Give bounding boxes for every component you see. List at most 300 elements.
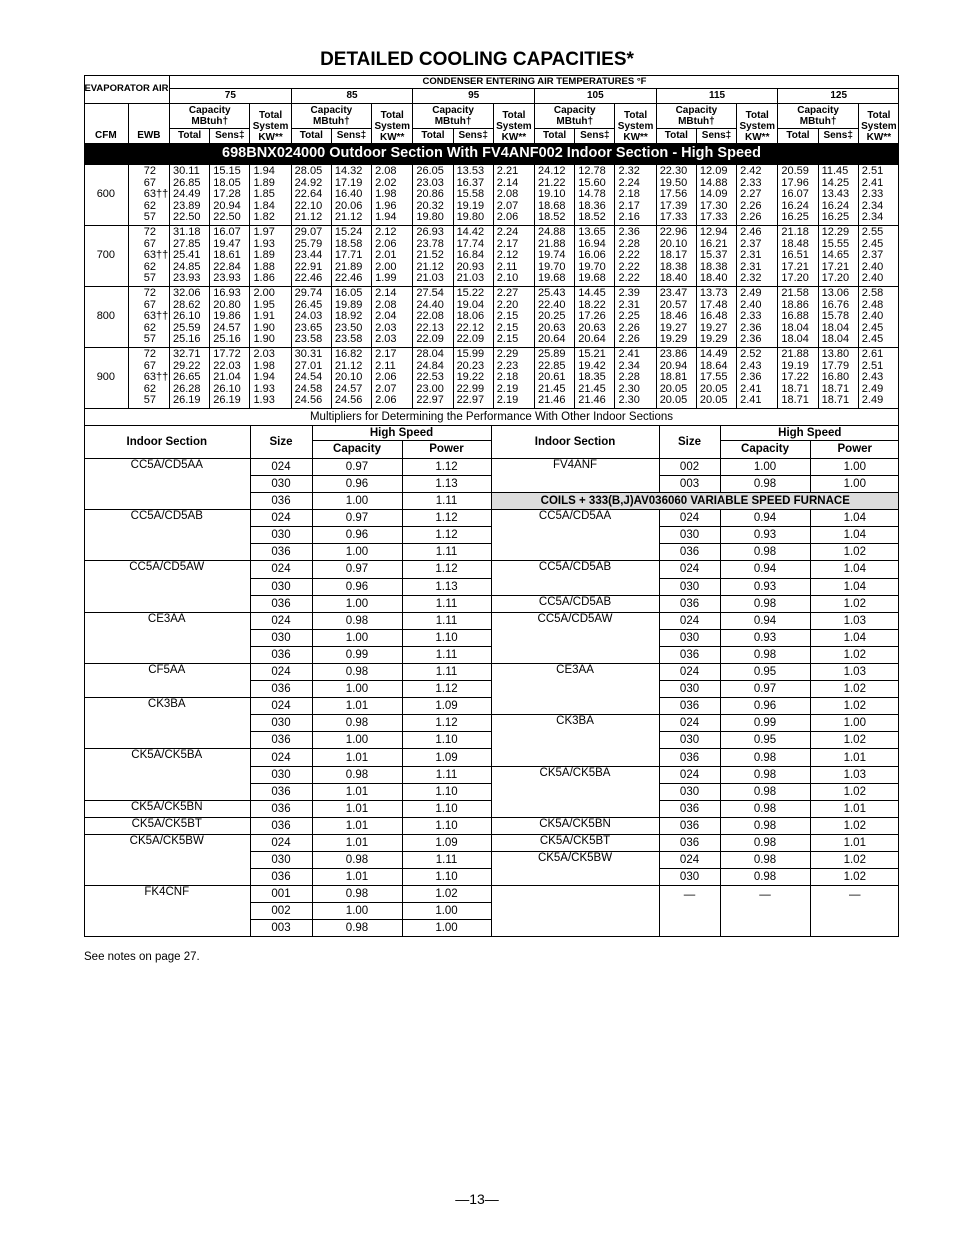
size-cell: 024 xyxy=(250,561,312,578)
value-cell: 12.29 15.55 14.65 17.21 17.20 xyxy=(818,225,858,286)
power-cell: 1.03 xyxy=(810,664,899,681)
capacity-cell: 1.01 xyxy=(312,749,402,766)
capacity-cell: 0.98 xyxy=(720,834,810,851)
value-cell: 2.03 1.98 1.94 1.93 1.93 xyxy=(250,347,291,408)
capacity-cell: 1.01 xyxy=(312,869,402,886)
table-row xyxy=(84,561,899,578)
size-cell xyxy=(659,903,720,920)
indoor-section-cell: CK5A/CK5BA xyxy=(84,749,250,800)
capacity-header: Capacity xyxy=(312,440,402,458)
size-cell: 036 xyxy=(250,732,312,749)
cfm-cell: 600 xyxy=(84,165,128,226)
kw-label: KW** xyxy=(380,132,405,143)
value-cell: 29.74 26.45 24.03 23.65 23.58 xyxy=(291,286,331,347)
capacity-cell: 0.98 xyxy=(720,749,810,766)
power-cell: 1.12 xyxy=(402,510,491,527)
value-cell: 2.27 2.20 2.15 2.15 2.15 xyxy=(493,286,534,347)
indoor-section-cell: CK5A/CK5BT xyxy=(84,817,250,834)
value-cell: 2.29 2.23 2.18 2.19 2.19 xyxy=(493,347,534,408)
value-cell: 21.58 18.86 16.88 18.04 18.04 xyxy=(778,286,818,347)
size-cell: 036 xyxy=(250,544,312,561)
power-cell: 1.10 xyxy=(402,732,491,749)
kw-label: KW** xyxy=(623,132,648,143)
value-cell: 20.59 17.96 16.07 16.24 16.25 xyxy=(778,165,818,226)
capacity-cell: 0.98 xyxy=(720,800,810,817)
power-cell: 1.10 xyxy=(402,869,491,886)
power-cell: 1.01 xyxy=(810,834,899,851)
sens-header: Sens‡ xyxy=(818,129,858,144)
value-cell: 13.73 17.48 16.48 19.27 19.29 xyxy=(696,286,736,347)
sens-header: Sens‡ xyxy=(696,129,736,144)
size-cell: 036 xyxy=(659,800,720,817)
size-cell: — xyxy=(659,886,720,903)
table-row xyxy=(84,286,899,347)
capacity-cell: 0.94 xyxy=(720,561,810,578)
temp-header: 95 xyxy=(413,89,535,104)
capacity-cell: 1.01 xyxy=(312,698,402,715)
value-cell: 1.94 1.89 1.85 1.84 1.82 xyxy=(250,165,291,226)
value-cell: 15.15 18.05 17.28 20.94 22.50 xyxy=(210,165,250,226)
power-cell: 1.13 xyxy=(402,475,491,492)
size-cell: 024 xyxy=(659,561,720,578)
power-cell: 1.02 xyxy=(810,681,899,698)
indoor-section-cell: CC5A/CD5AA xyxy=(84,458,250,509)
power-cell: 1.02 xyxy=(810,544,899,561)
value-cell: 2.32 2.24 2.18 2.17 2.16 xyxy=(615,165,656,226)
power-cell: 1.02 xyxy=(810,817,899,834)
capacity-cell xyxy=(720,920,810,937)
value-cell: 30.31 27.01 24.54 24.58 24.56 xyxy=(291,347,331,408)
value-cell: 2.00 1.95 1.91 1.90 1.90 xyxy=(250,286,291,347)
size-cell: 036 xyxy=(659,646,720,663)
value-cell: 23.86 20.94 18.81 20.05 20.05 xyxy=(656,347,696,408)
capacity-cell: 1.00 xyxy=(312,681,402,698)
power-cell: 1.04 xyxy=(810,561,899,578)
power-cell: 1.11 xyxy=(402,493,491,510)
power-cell: 1.02 xyxy=(810,869,899,886)
value-cell: 2.41 2.34 2.28 2.30 2.30 xyxy=(615,347,656,408)
value-cell: 16.07 19.47 18.61 22.84 23.93 xyxy=(210,225,250,286)
capacity-cell xyxy=(720,903,810,920)
capacity-cell: 0.98 xyxy=(720,783,810,800)
capacity-cell: 0.93 xyxy=(720,527,810,544)
indoor-section-cell: CC5A/CD5AW xyxy=(84,561,250,612)
power-cell xyxy=(810,920,899,937)
size-cell: 024 xyxy=(250,698,312,715)
power-cell: 1.00 xyxy=(810,715,899,732)
capacity-header: Capacity MBtuh† xyxy=(170,104,250,129)
capacity-cell: 0.98 xyxy=(312,664,402,681)
size-cell: 024 xyxy=(250,834,312,851)
capacity-cell: 0.98 xyxy=(312,886,402,903)
size-cell: 030 xyxy=(659,527,720,544)
value-cell: 2.55 2.45 2.37 2.40 2.40 xyxy=(858,225,899,286)
size-cell: 030 xyxy=(250,475,312,492)
kw-label: KW** xyxy=(745,132,770,143)
size-cell: 030 xyxy=(250,527,312,544)
value-cell: 21.88 19.19 17.22 18.71 18.71 xyxy=(778,347,818,408)
value-cell: 32.71 29.22 26.65 26.28 26.19 xyxy=(170,347,210,408)
table-row xyxy=(84,225,899,286)
model-band: 698BNX024000 Outdoor Section With FV4ANF002 Indoor Section - High Speed xyxy=(84,143,899,165)
size-cell: 030 xyxy=(659,629,720,646)
power-cell: 1.13 xyxy=(402,578,491,595)
value-cell: 13.53 16.37 15.58 19.19 19.80 xyxy=(453,165,493,226)
power-cell: 1.00 xyxy=(402,920,491,937)
capacity-cell: 0.98 xyxy=(312,612,402,629)
table-row xyxy=(84,664,899,681)
value-cell: 14.45 18.22 17.26 20.63 20.64 xyxy=(575,286,615,347)
indoor-section-cell: CK5A/CK5BT xyxy=(491,834,659,851)
size-cell: 024 xyxy=(250,458,312,475)
capacity-cell: 1.01 xyxy=(312,800,402,817)
capacity-cell: 0.96 xyxy=(312,578,402,595)
indoor-section-header: Indoor Section xyxy=(84,425,250,458)
size-cell: 030 xyxy=(659,681,720,698)
indoor-section-cell: CK3BA xyxy=(491,715,659,766)
value-cell: 31.18 27.85 25.41 24.85 23.93 xyxy=(170,225,210,286)
value-cell: 25.43 22.40 20.25 20.63 20.64 xyxy=(535,286,575,347)
high-speed-header: High Speed xyxy=(720,425,899,440)
table-row xyxy=(84,834,899,851)
ewb-cell: 72 67 63†† 62 57 xyxy=(128,225,169,286)
capacity-header: Capacity MBtuh† xyxy=(413,104,493,129)
power-cell: 1.09 xyxy=(402,698,491,715)
multiplier-table xyxy=(84,425,899,937)
temp-header: 125 xyxy=(778,89,899,104)
capacity-cell: 1.01 xyxy=(312,783,402,800)
sens-header: Sens‡ xyxy=(331,129,371,144)
capacity-header: Capacity MBtuh† xyxy=(535,104,615,129)
value-cell: 30.11 26.85 24.49 23.89 22.50 xyxy=(170,165,210,226)
cfm-header: CFM xyxy=(84,104,128,144)
capacity-cell: 0.98 xyxy=(720,646,810,663)
indoor-section-cell: CK5A/CK5BN xyxy=(84,800,250,817)
value-cell: 28.05 24.92 22.64 22.10 21.12 xyxy=(291,165,331,226)
power-cell: 1.12 xyxy=(402,561,491,578)
power-header: Power xyxy=(810,440,899,458)
capacity-cell: 1.00 xyxy=(312,595,402,612)
table-row xyxy=(84,458,899,475)
indoor-section-cell: CC5A/CD5AW xyxy=(491,612,659,663)
power-cell: 1.12 xyxy=(402,681,491,698)
cfm-cell: 700 xyxy=(84,225,128,286)
capacity-cell: 0.98 xyxy=(312,766,402,783)
total-header: Total xyxy=(778,129,818,144)
sens-header: Sens‡ xyxy=(575,129,615,144)
ewb-cell: 72 67 63†† 62 57 xyxy=(128,165,169,226)
value-cell: 15.22 19.04 18.06 22.12 22.09 xyxy=(453,286,493,347)
size-cell: 036 xyxy=(659,817,720,834)
evaporator-air-header: EVAPORATOR AIR xyxy=(84,83,169,94)
power-cell: 1.02 xyxy=(810,852,899,869)
capacity-cell: 0.98 xyxy=(312,920,402,937)
size-header: Size xyxy=(250,425,312,458)
value-cell: 11.45 14.25 13.43 16.24 16.25 xyxy=(818,165,858,226)
value-cell: 14.49 18.64 17.55 20.05 20.05 xyxy=(696,347,736,408)
size-cell: 036 xyxy=(659,698,720,715)
power-cell xyxy=(810,903,899,920)
indoor-section-header: Indoor Section xyxy=(491,425,659,458)
size-cell: 036 xyxy=(250,646,312,663)
value-cell: 26.05 23.03 20.86 20.32 19.80 xyxy=(413,165,453,226)
value-cell: 22.96 20.10 18.17 18.38 18.40 xyxy=(656,225,696,286)
total-system-header xyxy=(250,104,291,144)
size-cell: 036 xyxy=(250,493,312,510)
power-cell: 1.11 xyxy=(402,852,491,869)
value-cell: 13.65 16.94 16.06 19.70 19.68 xyxy=(575,225,615,286)
value-cell: 24.88 21.88 19.74 19.70 19.68 xyxy=(535,225,575,286)
value-cell: 2.46 2.37 2.31 2.31 2.32 xyxy=(737,225,778,286)
indoor-section-cell: CK5A/CK5BW xyxy=(84,834,250,885)
value-cell: 2.08 2.02 1.98 1.96 1.94 xyxy=(372,165,413,226)
temp-header: 115 xyxy=(656,89,778,104)
size-cell: 036 xyxy=(250,783,312,800)
power-cell: 1.04 xyxy=(810,578,899,595)
size-cell: 030 xyxy=(659,869,720,886)
value-cell: 2.42 2.33 2.27 2.26 2.26 xyxy=(737,165,778,226)
value-cell: 2.21 2.14 2.08 2.07 2.06 xyxy=(493,165,534,226)
size-cell: 030 xyxy=(659,732,720,749)
power-cell: 1.04 xyxy=(810,510,899,527)
kw-label: KW** xyxy=(866,132,892,143)
total-system-label: Total System xyxy=(861,110,897,132)
size-cell: 030 xyxy=(659,578,720,595)
size-cell: 002 xyxy=(250,903,312,920)
sens-header: Sens‡ xyxy=(453,129,493,144)
size-cell: 030 xyxy=(250,578,312,595)
table-row xyxy=(84,817,899,834)
power-cell: 1.01 xyxy=(810,800,899,817)
power-cell: 1.02 xyxy=(810,595,899,612)
size-cell: 030 xyxy=(250,629,312,646)
indoor-section-cell: CK5A/CK5BN xyxy=(491,817,659,834)
power-cell: 1.10 xyxy=(402,783,491,800)
indoor-section-cell: FK4CNF xyxy=(84,886,250,937)
total-system-header xyxy=(858,104,899,144)
value-cell: 2.61 2.51 2.43 2.49 2.49 xyxy=(858,347,899,408)
power-cell: 1.02 xyxy=(402,886,491,903)
size-cell xyxy=(659,920,720,937)
size-cell: 002 xyxy=(659,458,720,475)
capacity-cell: 0.98 xyxy=(720,475,810,492)
value-cell: 2.51 2.41 2.33 2.34 2.34 xyxy=(858,165,899,226)
capacity-cell: 0.97 xyxy=(312,458,402,475)
kw-label: KW** xyxy=(258,132,283,143)
capacity-cell: 0.98 xyxy=(720,852,810,869)
power-cell: 1.12 xyxy=(402,527,491,544)
temp-header: 85 xyxy=(291,89,413,104)
capacity-cell: 1.00 xyxy=(312,903,402,920)
power-cell: 1.11 xyxy=(402,664,491,681)
indoor-section-cell: CK5A/CK5BW xyxy=(491,852,659,886)
size-cell: 001 xyxy=(250,886,312,903)
total-header: Total xyxy=(656,129,696,144)
indoor-section-cell xyxy=(491,886,659,937)
indoor-section-cell: CF5AA xyxy=(84,664,250,698)
value-cell: 27.54 24.40 22.08 22.13 22.09 xyxy=(413,286,453,347)
cfm-cell: 800 xyxy=(84,286,128,347)
value-cell: 12.09 14.88 14.09 17.30 17.33 xyxy=(696,165,736,226)
page-title: DETAILED COOLING CAPACITIES* xyxy=(320,49,634,70)
ewb-cell: 72 67 63†† 62 57 xyxy=(128,286,169,347)
value-cell: 12.94 16.21 15.37 18.38 18.40 xyxy=(696,225,736,286)
capacity-cell: 0.97 xyxy=(312,561,402,578)
capacity-cell: 0.95 xyxy=(720,664,810,681)
size-cell: 024 xyxy=(659,766,720,783)
value-cell: 2.52 2.43 2.36 2.41 2.41 xyxy=(737,347,778,408)
total-header: Total xyxy=(535,129,575,144)
capacity-cell: 0.98 xyxy=(720,544,810,561)
capacity-cell: 1.00 xyxy=(312,493,402,510)
value-cell: 1.97 1.93 1.89 1.88 1.86 xyxy=(250,225,291,286)
capacity-cell: 0.96 xyxy=(720,698,810,715)
power-cell: 1.12 xyxy=(402,715,491,732)
value-cell: 15.21 19.42 18.35 21.45 21.46 xyxy=(575,347,615,408)
power-cell: 1.11 xyxy=(402,595,491,612)
power-cell: 1.00 xyxy=(810,475,899,492)
power-cell: 1.10 xyxy=(402,629,491,646)
power-cell: 1.11 xyxy=(402,612,491,629)
power-cell: 1.01 xyxy=(810,749,899,766)
size-cell: 003 xyxy=(659,475,720,492)
value-cell: 2.14 2.08 2.04 2.03 2.03 xyxy=(372,286,413,347)
size-cell: 036 xyxy=(659,749,720,766)
capacity-cell: 0.96 xyxy=(312,527,402,544)
indoor-section-cell: CC5A/CD5AB xyxy=(491,595,659,612)
value-cell: 29.07 25.79 23.44 22.91 22.46 xyxy=(291,225,331,286)
power-cell: 1.10 xyxy=(402,817,491,834)
capacity-cell: 0.97 xyxy=(720,681,810,698)
indoor-section-cell: CK3BA xyxy=(84,698,250,749)
value-cell: 13.06 16.76 15.78 18.04 18.04 xyxy=(818,286,858,347)
capacity-cell: 0.97 xyxy=(312,510,402,527)
size-cell: 030 xyxy=(250,852,312,869)
total-system-header xyxy=(615,104,656,144)
capacity-cell: 1.00 xyxy=(312,732,402,749)
value-cell: 28.04 24.84 22.53 23.00 22.97 xyxy=(413,347,453,408)
size-cell: 036 xyxy=(250,869,312,886)
indoor-section-cell: CC5A/CD5AB xyxy=(84,510,250,561)
capacity-cell: 1.01 xyxy=(312,834,402,851)
size-cell: 024 xyxy=(659,852,720,869)
value-cell: 15.24 18.58 17.71 21.89 22.46 xyxy=(331,225,371,286)
size-cell: 024 xyxy=(250,664,312,681)
power-cell: 1.02 xyxy=(810,732,899,749)
total-system-label: Total System xyxy=(739,110,776,132)
ewb-header: EWB xyxy=(128,104,169,144)
capacity-header: Capacity MBtuh† xyxy=(778,104,858,129)
value-cell: 14.42 17.74 16.84 20.93 21.03 xyxy=(453,225,493,286)
value-cell: 2.17 2.11 2.06 2.07 2.06 xyxy=(372,347,413,408)
capacity-cell: 0.98 xyxy=(720,869,810,886)
power-cell: 1.00 xyxy=(810,458,899,475)
value-cell: 24.12 21.22 19.10 18.68 18.52 xyxy=(535,165,575,226)
page-number: —13— xyxy=(455,1191,499,1207)
power-cell: 1.09 xyxy=(402,749,491,766)
size-cell: 036 xyxy=(250,681,312,698)
size-cell: 030 xyxy=(659,783,720,800)
sens-header: Sens‡ xyxy=(210,129,250,144)
capacity-header: Capacity MBtuh† xyxy=(291,104,371,129)
value-cell: 2.24 2.17 2.12 2.11 2.10 xyxy=(493,225,534,286)
power-cell: 1.02 xyxy=(810,698,899,715)
size-cell: 024 xyxy=(659,510,720,527)
table-row xyxy=(84,612,899,629)
value-cell: 25.89 22.85 20.61 21.45 21.46 xyxy=(535,347,575,408)
capacity-cell: 1.01 xyxy=(312,817,402,834)
indoor-section-cell: CC5A/CD5AA xyxy=(491,510,659,561)
capacity-cell: 0.95 xyxy=(720,732,810,749)
footnote: See notes on page 27. xyxy=(84,951,200,963)
table-row xyxy=(84,347,899,408)
ewb-cell: 72 67 63†† 62 57 xyxy=(128,347,169,408)
total-header: Total xyxy=(170,129,210,144)
size-cell: 024 xyxy=(659,612,720,629)
size-cell: 024 xyxy=(659,715,720,732)
multiplier-caption: Multipliers for Determining the Performance With Other Indoor Sections xyxy=(84,408,899,426)
value-cell: 2.49 2.40 2.33 2.36 2.36 xyxy=(737,286,778,347)
value-cell: 32.06 28.62 26.10 25.59 25.16 xyxy=(170,286,210,347)
value-cell: 16.82 21.12 20.10 24.57 24.56 xyxy=(331,347,371,408)
value-cell: 21.18 18.48 16.51 17.21 17.20 xyxy=(778,225,818,286)
power-cell: 1.10 xyxy=(402,800,491,817)
capacity-cell: 1.00 xyxy=(312,544,402,561)
capacity-cell: 1.00 xyxy=(720,458,810,475)
indoor-section-cell: CC5A/CD5AB xyxy=(491,561,659,595)
high-speed-header: High Speed xyxy=(312,425,491,440)
capacity-cell: 0.98 xyxy=(312,715,402,732)
cooling-capacity-table xyxy=(84,75,899,426)
size-cell: 036 xyxy=(659,834,720,851)
power-cell: 1.11 xyxy=(402,766,491,783)
table-row xyxy=(84,886,899,903)
total-system-label: Total System xyxy=(252,110,289,132)
value-cell: 16.93 20.80 19.86 24.57 25.16 xyxy=(210,286,250,347)
capacity-header: Capacity MBtuh† xyxy=(656,104,736,129)
capacity-cell: 0.98 xyxy=(312,852,402,869)
table-row xyxy=(84,510,899,527)
total-system-label: Total System xyxy=(496,110,532,132)
value-cell: 23.47 20.57 18.46 19.27 19.29 xyxy=(656,286,696,347)
power-cell: 1.04 xyxy=(810,527,899,544)
value-cell: 26.93 23.78 21.52 21.12 21.03 xyxy=(413,225,453,286)
value-cell: 16.05 19.89 18.92 23.50 23.58 xyxy=(331,286,371,347)
value-cell: 15.99 20.23 19.22 22.99 22.97 xyxy=(453,347,493,408)
capacity-cell: 0.96 xyxy=(312,475,402,492)
value-cell: 2.39 2.31 2.25 2.26 2.26 xyxy=(615,286,656,347)
power-cell: 1.04 xyxy=(810,629,899,646)
size-cell: 036 xyxy=(250,817,312,834)
capacity-cell: 0.94 xyxy=(720,510,810,527)
capacity-cell: 0.94 xyxy=(720,612,810,629)
value-cell: 2.36 2.28 2.22 2.22 2.22 xyxy=(615,225,656,286)
table-row xyxy=(84,165,899,226)
temp-header: 105 xyxy=(535,89,657,104)
power-cell: 1.11 xyxy=(402,646,491,663)
total-header: Total xyxy=(413,129,453,144)
power-cell: 1.09 xyxy=(402,834,491,851)
total-system-label: Total System xyxy=(374,110,411,132)
power-cell: 1.02 xyxy=(810,783,899,800)
kw-label: KW** xyxy=(501,132,527,143)
capacity-cell: 0.93 xyxy=(720,629,810,646)
value-cell: 13.80 17.79 16.80 18.71 18.71 xyxy=(818,347,858,408)
furnace-band: COILS + 333(B,J)AV036060 VARIABLE SPEED FURNACE xyxy=(491,493,899,510)
size-cell: 024 xyxy=(250,510,312,527)
power-cell: 1.11 xyxy=(402,544,491,561)
total-header: Total xyxy=(291,129,331,144)
